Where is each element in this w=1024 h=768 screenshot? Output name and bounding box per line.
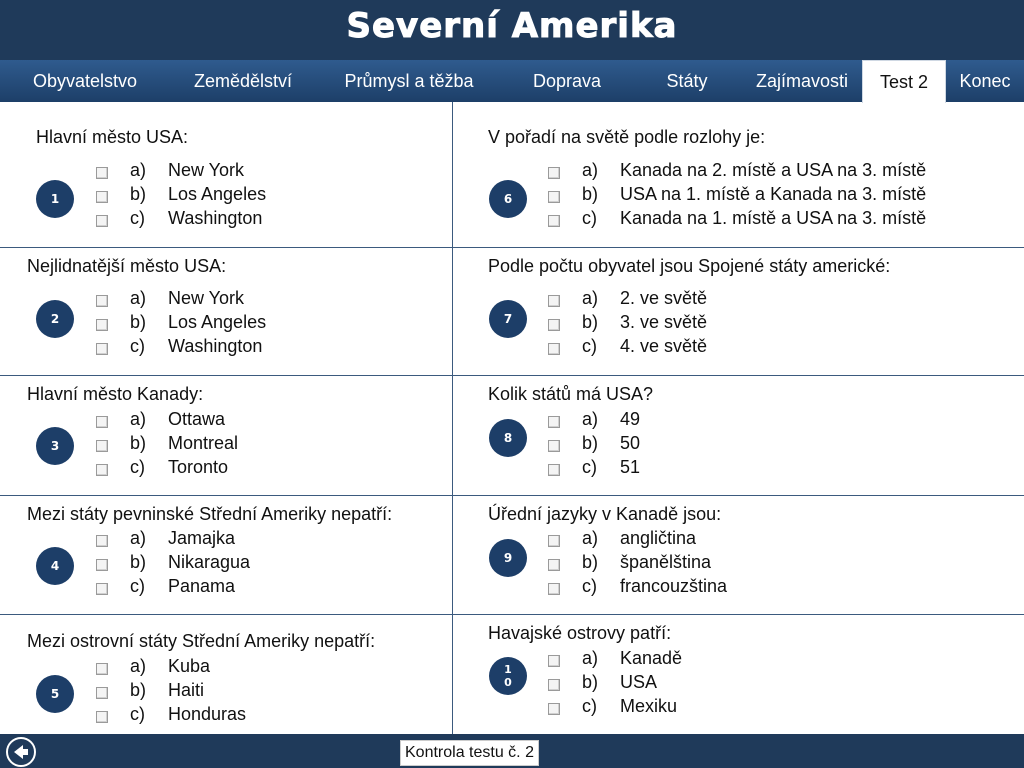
option-label: 4. ve světě	[620, 336, 708, 356]
question-10	[453, 615, 1024, 734]
tab-konec[interactable]: Konec	[959, 71, 1011, 91]
option-letter: c)	[130, 208, 145, 228]
option-label: Washington	[168, 208, 263, 228]
checkbox[interactable]	[96, 535, 108, 547]
option-letter: b)	[130, 433, 147, 453]
checkbox[interactable]	[96, 440, 108, 452]
question-3	[0, 376, 452, 495]
tab-zemedelstvi[interactable]: Zemědělství	[193, 71, 293, 91]
option-label: Los Angeles	[168, 184, 267, 204]
question-1	[0, 102, 452, 247]
checkbox[interactable]	[96, 343, 108, 355]
question-text: Nejlidnatější město USA:	[27, 256, 227, 276]
checkbox[interactable]	[96, 687, 108, 699]
option-letter: c)	[582, 696, 597, 716]
back-arrow-icon[interactable]	[6, 737, 36, 767]
checkbox[interactable]	[96, 191, 108, 203]
checkbox[interactable]	[548, 416, 560, 428]
question-8	[453, 376, 1024, 495]
option-letter: b)	[582, 672, 599, 692]
option-label: New York	[168, 160, 245, 180]
page-title: Severní Amerika	[346, 6, 678, 46]
question-text: Mezi státy pevninské Střední Ameriky nepatří:	[27, 504, 393, 524]
tab-staty[interactable]: Státy	[666, 71, 708, 91]
question-2	[0, 248, 452, 375]
tab-test-2[interactable]: Test 2	[862, 60, 946, 103]
option-label: Nikaragua	[168, 552, 251, 572]
option-letter: c)	[582, 576, 597, 596]
option-label: USA na 1. místě a Kanada na 3. místě	[620, 184, 927, 204]
question-7	[453, 248, 1024, 375]
checkbox[interactable]	[548, 295, 560, 307]
tab-prumysl[interactable]: Průmysl a těžba	[344, 71, 474, 91]
option-label: 51	[620, 457, 641, 477]
option-letter: b)	[582, 552, 599, 572]
checkbox[interactable]	[548, 559, 560, 571]
option-letter: c)	[130, 576, 145, 596]
tab-doprava[interactable]: Doprava	[532, 71, 602, 91]
question-text: Havajské ostrovy patří:	[488, 623, 672, 643]
option-letter: a)	[582, 409, 599, 429]
option-letter: a)	[130, 656, 147, 676]
option-letter: a)	[582, 160, 599, 180]
option-letter: c)	[582, 208, 597, 228]
question-number-badge: 4	[36, 547, 74, 585]
option-label: 3. ve světě	[620, 312, 708, 332]
question-number-badge: 8	[489, 419, 527, 457]
question-text: V pořadí na světě podle rozlohy je:	[488, 127, 766, 147]
option-letter: c)	[582, 457, 597, 477]
checkbox[interactable]	[96, 663, 108, 675]
question-number-badge: 2	[36, 300, 74, 338]
footer-bar	[0, 734, 1024, 768]
option-label: Kuba	[168, 656, 211, 676]
checkbox[interactable]	[96, 711, 108, 723]
question-number-badge: 5	[36, 675, 74, 713]
option-letter: b)	[582, 184, 599, 204]
checkbox[interactable]	[96, 464, 108, 476]
checkbox[interactable]	[548, 464, 560, 476]
header-bar	[0, 0, 1024, 62]
checkbox[interactable]	[96, 295, 108, 307]
option-label: New York	[168, 288, 245, 308]
option-letter: b)	[582, 312, 599, 332]
option-label: Montreal	[168, 433, 239, 453]
checkbox[interactable]	[96, 319, 108, 331]
option-letter: b)	[130, 680, 147, 700]
question-number-badge: 1	[36, 180, 74, 218]
option-label: USA	[620, 672, 658, 692]
option-label: 50	[620, 433, 641, 453]
checkbox[interactable]	[548, 583, 560, 595]
option-label: 2. ve světě	[620, 288, 708, 308]
checkbox[interactable]	[96, 215, 108, 227]
option-label: Los Angeles	[168, 312, 267, 332]
question-text: Podle počtu obyvatel jsou Spojené státy americké:	[488, 256, 891, 276]
option-letter: b)	[130, 184, 147, 204]
option-label: francouzština	[620, 576, 728, 596]
quiz-area	[0, 102, 1024, 734]
option-label: 49	[620, 409, 641, 429]
option-label: Washington	[168, 336, 263, 356]
question-text: Hlavní město USA:	[36, 127, 189, 147]
check-test-button[interactable]: Kontrola testu č. 2	[400, 740, 539, 766]
option-label: španělština	[620, 552, 712, 572]
question-text: Mezi ostrovní státy Střední Ameriky nepatří:	[27, 631, 376, 651]
option-label: Toronto	[168, 457, 229, 477]
option-label: Haiti	[168, 680, 205, 700]
option-letter: b)	[130, 312, 147, 332]
option-letter: a)	[130, 288, 147, 308]
question-number-badge: 9	[489, 539, 527, 577]
option-letter: b)	[130, 552, 147, 572]
option-letter: a)	[130, 160, 147, 180]
checkbox[interactable]	[96, 583, 108, 595]
option-label: Kanada na 1. místě a USA na 3. místě	[620, 208, 927, 228]
tab-zajimavosti[interactable]: Zajímavosti	[755, 71, 849, 91]
question-9	[453, 496, 1024, 614]
question-number-badge: 6	[489, 180, 527, 218]
checkbox[interactable]	[548, 167, 560, 179]
option-label: Panama	[168, 576, 236, 596]
option-label: Ottawa	[168, 409, 226, 429]
question-text: Kolik států má USA?	[488, 384, 654, 404]
question-number-badge: 1 0	[489, 657, 527, 695]
option-letter: a)	[130, 409, 147, 429]
checkbox[interactable]	[548, 343, 560, 355]
option-letter: a)	[582, 528, 599, 548]
question-6	[453, 102, 1024, 247]
question-text: Hlavní město Kanady:	[27, 384, 204, 404]
checkbox[interactable]	[548, 319, 560, 331]
checkbox[interactable]	[548, 679, 560, 691]
nav-bar	[0, 60, 1024, 102]
option-letter: c)	[582, 336, 597, 356]
checkbox[interactable]	[548, 655, 560, 667]
checkbox[interactable]	[96, 416, 108, 428]
checkbox[interactable]	[548, 191, 560, 203]
option-label: Honduras	[168, 704, 247, 724]
option-letter: a)	[582, 648, 599, 668]
question-5	[0, 615, 452, 734]
checkbox[interactable]	[548, 440, 560, 452]
option-label: Kanadě	[620, 648, 683, 668]
question-4	[0, 496, 452, 614]
tab-obyvatelstvo[interactable]: Obyvatelstvo	[32, 71, 138, 91]
option-letter: a)	[130, 528, 147, 548]
checkbox[interactable]	[548, 703, 560, 715]
option-label: angličtina	[620, 528, 697, 548]
option-letter: c)	[130, 704, 145, 724]
option-label: Jamajka	[168, 528, 236, 548]
question-text: Úřední jazyky v Kanadě jsou:	[488, 504, 722, 524]
question-number-badge: 3	[36, 427, 74, 465]
option-label: Kanada na 2. místě a USA na 3. místě	[620, 160, 927, 180]
checkbox[interactable]	[96, 559, 108, 571]
option-label: Mexiku	[620, 696, 678, 716]
option-letter: a)	[582, 288, 599, 308]
checkbox[interactable]	[548, 215, 560, 227]
option-letter: c)	[130, 457, 145, 477]
option-letter: c)	[130, 336, 145, 356]
question-number-badge: 7	[489, 300, 527, 338]
option-letter: b)	[582, 433, 599, 453]
checkbox[interactable]	[96, 167, 108, 179]
checkbox[interactable]	[548, 535, 560, 547]
